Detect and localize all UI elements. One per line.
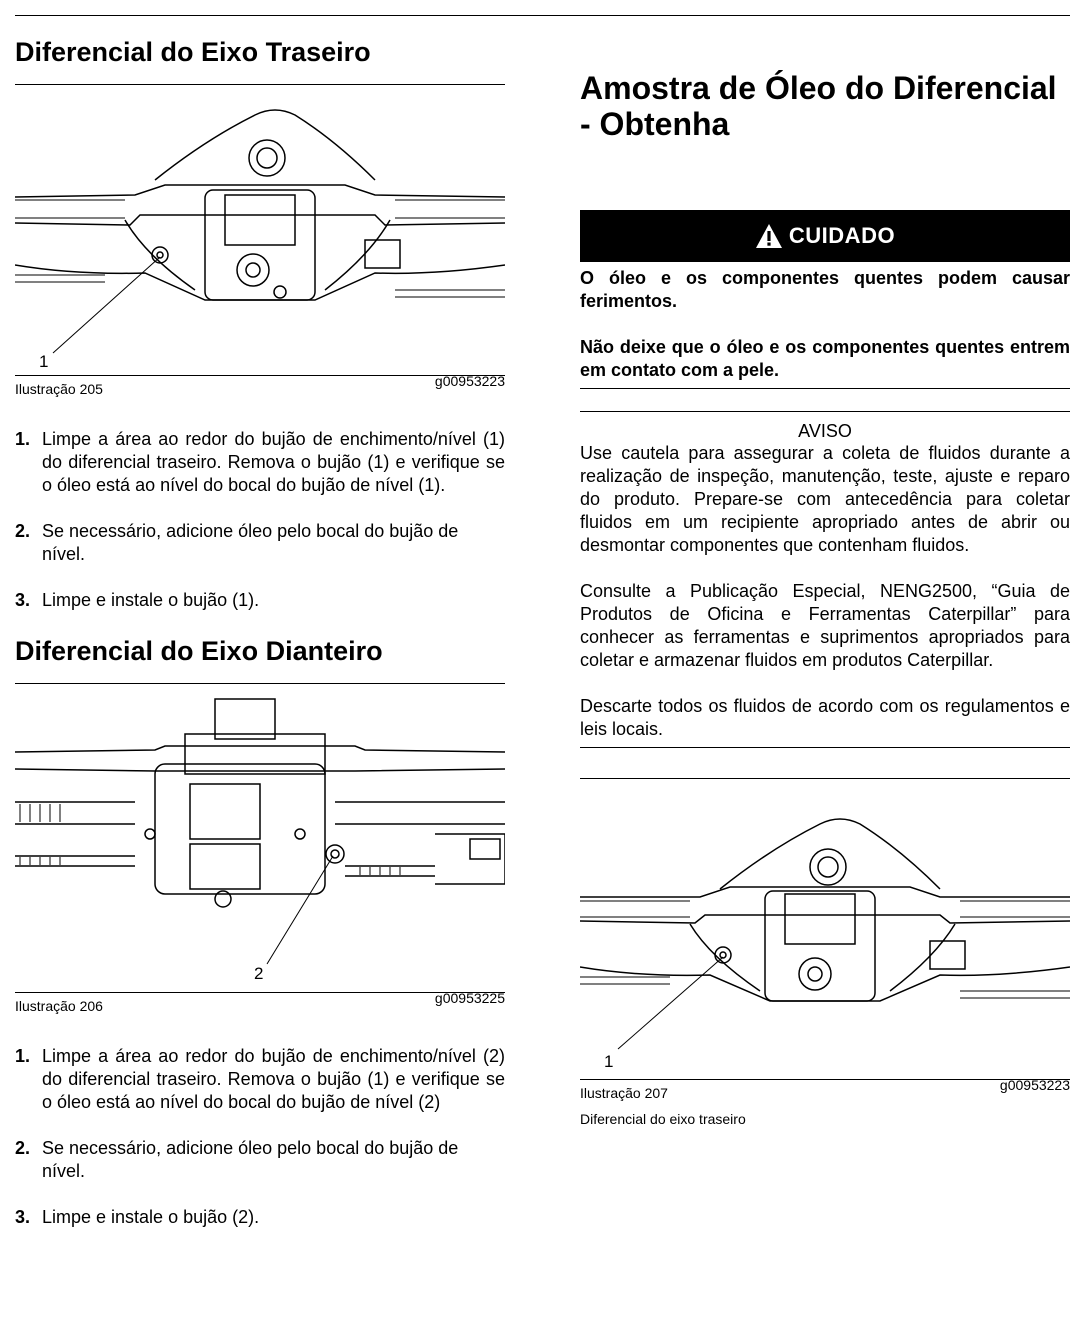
front-axle-drawing	[15, 684, 505, 992]
rear-axle-illustration	[15, 85, 505, 375]
list-item: 2. Se necessário, adicione óleo pelo bocal do bujão de nível.	[15, 1138, 459, 1181]
left-column	[15, 34, 505, 1252]
notice-title: AVISO	[798, 421, 852, 441]
front-figure-rule	[15, 992, 505, 993]
list-item: 1. Limpe a área ao redor do bujão de enchimento/nível (2) do diferencial traseiro. Remova o bujão (1) e verifique se o óleo está ao nível do bocal do bujão de nível (2)	[15, 1046, 505, 1112]
caution-rule	[580, 388, 1070, 389]
right-column	[580, 70, 1070, 1128]
rear-figure-caption	[15, 373, 505, 398]
caution-text: O óleo e os componentes quentes podem causar ferimentos. Não deixe que o óleo e os componentes quentes entrem em contato com a pele.	[580, 268, 1070, 380]
notice-bottom-rule	[580, 747, 1070, 748]
sample-figure-description: Diferencial do eixo traseiro	[580, 1111, 746, 1127]
front-axle-illustration	[15, 684, 505, 992]
sample-figure-label: Ilustração 207	[580, 1085, 668, 1101]
rear-figure-id: g00953223	[434, 373, 505, 389]
rear-figure-rule	[15, 375, 505, 376]
list-item: 1. Limpe a área ao redor do bujão de enchimento/nível (1) do diferencial traseiro. Remova o bujão (1) e verifique se o óleo está ao nível do bocal do bujão de nível (1).	[15, 429, 505, 495]
front-figure-id: g00953225	[434, 990, 505, 1006]
caution-banner	[580, 210, 1070, 262]
top-rule	[15, 15, 1070, 16]
notice-top-rule	[580, 411, 1070, 412]
rear-axle-drawing	[15, 85, 505, 375]
sample-axle-drawing	[580, 779, 1070, 1079]
front-steps-list	[15, 1045, 505, 1229]
caution-label: CUIDADO	[788, 223, 896, 248]
sample-callout-1: 1	[604, 1052, 614, 1071]
rear-diff-heading: Diferencial do Eixo Traseiro	[15, 37, 371, 67]
rear-callout-1: 1	[39, 352, 49, 371]
page-title: Amostra de Óleo do Diferencial - Obtenha	[580, 70, 1057, 142]
front-diff-heading: Diferencial do Eixo Dianteiro	[15, 636, 383, 666]
sample-axle-illustration	[580, 779, 1070, 1079]
rear-figure-label: Ilustração 205	[15, 381, 103, 397]
front-callout-2: 2	[254, 964, 264, 983]
sample-figure-caption	[580, 1077, 1070, 1102]
rear-steps-list	[15, 428, 505, 612]
list-item: 3. Limpe e instale o bujão (2).	[15, 1207, 260, 1227]
warning-triangle-icon	[755, 223, 783, 249]
list-item: 3. Limpe e instale o bujão (1).	[15, 590, 260, 610]
front-figure-label: Ilustração 206	[15, 998, 103, 1014]
list-item: 2. Se necessário, adicione óleo pelo bocal do bujão de nível.	[15, 521, 459, 564]
sample-figure-rule	[580, 1079, 1070, 1080]
sample-figure-id: g00953223	[999, 1077, 1070, 1093]
front-figure-caption	[15, 990, 505, 1015]
notice-body: Use cautela para assegurar a coleta de fluidos durante a realização de inspeção, manutenção, teste, ajuste e reparo do produto. Prepare-se com antecedência para coletar fluidos em um recipiente apropriado antes de abrir ou desmontar componentes que contenham fluidos. Consulte a Publicação Especial, NENG2500, “Guia de Produtos de Oficina e Ferramentas Caterpillar” para conhecer as ferramentas e suprimentos apropriados para coletar e armazenar fluidos em produtos Caterpillar. Descarte todos os fluidos de acordo com os regulamentos e leis locais.	[580, 443, 1070, 739]
